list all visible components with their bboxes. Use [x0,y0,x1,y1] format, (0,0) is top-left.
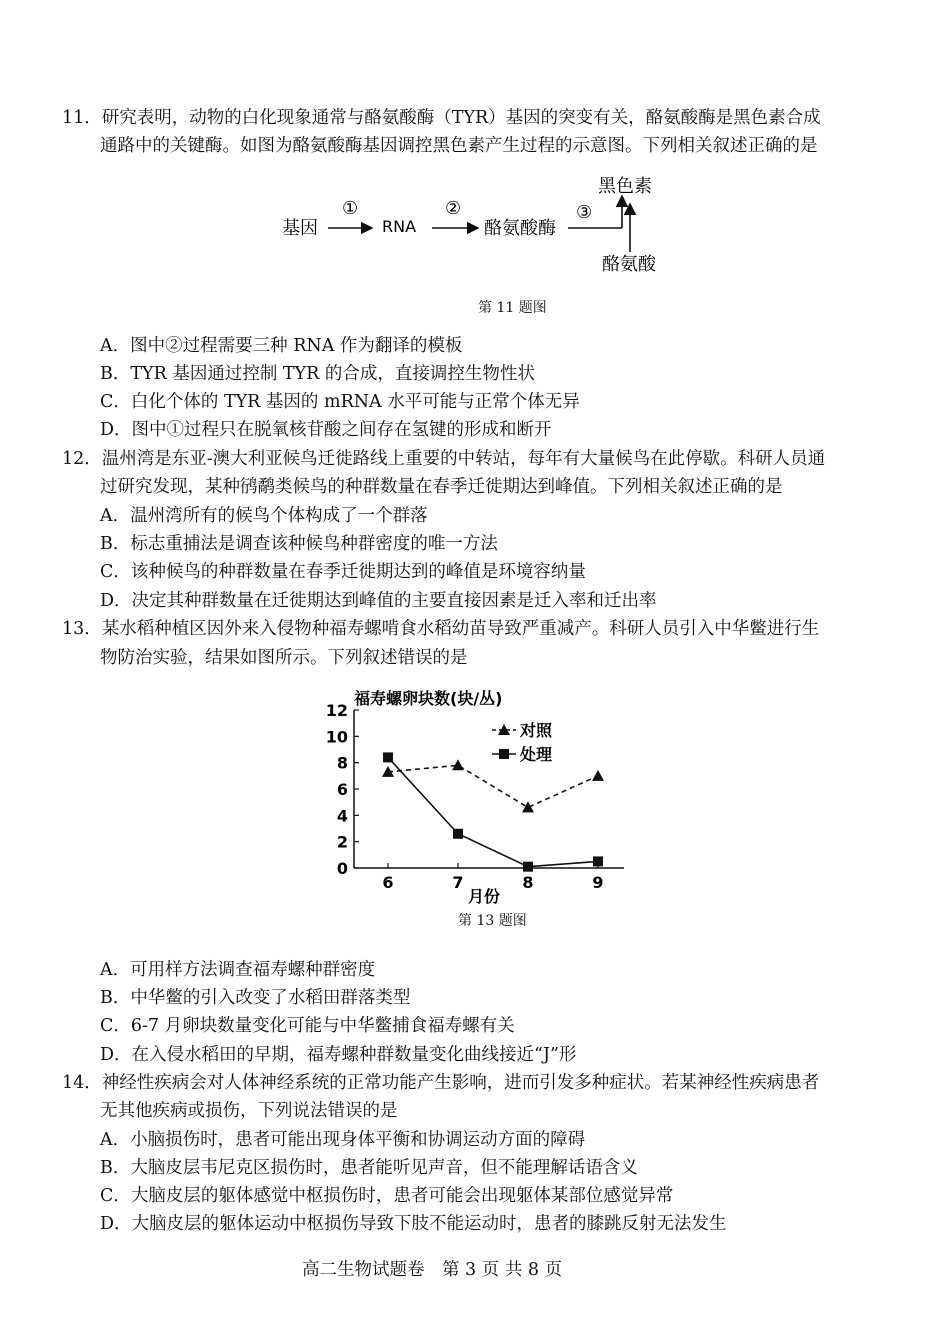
q11-option-d: D．图中①过程只在脱氧核苷酸之间存在氢键的形成和断开 [100,420,552,440]
y-tick-label: 6 [336,780,348,799]
q11-caption: 第 11 题图 [478,300,547,316]
data-point-对照-7 [452,759,464,770]
x-tick-label: 8 [522,873,534,892]
q12-option-c: C．该种候鸟的种群数量在春季迁徙期达到的峰值是环境容纳量 [100,562,586,582]
q11-option-b: B．TYR 基因通过控制 TYR 的合成，直接调控生物性状 [100,364,535,384]
q13-caption: 第 13 题图 [458,913,527,929]
series-line-处理 [388,757,598,866]
q12-stem-line2: 过研究发现，某种鸻鹬类候鸟的种群数量在春季迁徙期达到峰值。下列相关叙述正确的是 [100,477,783,497]
data-point-对照-8 [522,801,534,812]
legend-label-对照: 对照 [520,721,553,740]
step-3-label: ③ [576,202,593,223]
y-tick-label: 4 [336,806,348,826]
q12-option-d: D．决定其种群数量在迁徙期达到峰值的主要直接因素是迁入率和迁出率 [100,591,657,611]
data-point-对照-9 [592,770,604,781]
legend-marker-处理 [499,749,509,759]
legend-label-处理: 处理 [520,745,553,764]
q13-option-c: C．6-7 月卵块数量变化可能与中华鳖捕食福寿螺有关 [100,1016,515,1036]
q11-stem-line2: 通路中的关键酶。如图为酪氨酸酶基因调控黑色素产生过程的示意图。下列相关叙述正确的是 [100,136,818,156]
page-footer: 高二生物试题卷 第 3 页 共 8 页 [302,1260,563,1280]
q12-option-a: A．温州湾所有的候鸟个体构成了一个群落 [100,506,428,526]
q14-option-c: C．大脑皮层的躯体感觉中枢损伤时，患者可能会出现躯体某部位感觉异常 [100,1186,674,1206]
x-axis-label: 月份 [468,887,501,906]
q13-option-d: D．在入侵水稻田的早期，福寿螺种群数量变化曲线接近“J”形 [100,1045,577,1065]
y-tick-label: 10 [325,727,348,747]
q11-pathway-diagram [270,172,690,280]
data-point-处理-9 [593,856,603,866]
q13-stem-line2: 物防治实验，结果如图所示。下列叙述错误的是 [100,648,468,668]
q14-option-b: B．大脑皮层韦尼克区损伤时，患者能听见声音，但不能理解话语含义 [100,1158,638,1178]
y-tick-label: 12 [325,701,348,720]
y-tick-label: 2 [336,832,348,852]
step-2-label: ② [445,198,462,219]
y-tick-label: 0 [336,859,348,878]
chart-series [382,752,604,871]
chart-axes [354,710,624,868]
series-line-对照 [388,765,598,807]
q13-option-a: A．可用样方法调查福寿螺种群密度 [100,960,376,980]
q12-stem-line1: 12．温州湾是东亚-澳大利亚候鸟迁徙路线上重要的中转站，每年有大量候鸟在此停歇。科研人员通 [62,449,826,469]
q11-option-a: A．图中②过程需要三种 RNA 作为翻译的模板 [100,336,463,356]
q12-option-b: B．标志重捕法是调查该种候鸟种群密度的唯一方法 [100,534,498,554]
q11-stem-line1: 11．研究表明，动物的白化现象通常与酪氨酸酶（TYR）基因的突变有关，酪氨酸酶是黑色素合成 [62,108,821,128]
x-tick-label: 7 [452,873,464,892]
data-point-处理-8 [523,862,533,872]
q14-option-a: A．小脑损伤时，患者可能出现身体平衡和协调运动方面的障碍 [100,1130,586,1150]
step-1-label: ① [342,198,359,219]
q14-stem-line2: 无其他疾病或损伤，下列说法错误的是 [100,1101,398,1121]
q13-stem-line1: 13．某水稻种植区因外来入侵物种福寿螺啃食水稻幼苗导致严重减产。科研人员引入中华鳖进行生 [62,619,820,639]
data-point-处理-6 [383,752,393,762]
enzyme-label: 酪氨酸酶 [484,218,556,239]
y-tick-label: 8 [336,753,348,773]
data-point-处理-7 [453,829,463,839]
x-tick-label: 6 [382,873,394,892]
x-tick-label: 9 [592,873,604,892]
q14-stem-line1: 14．神经性疾病会对人体神经系统的正常功能产生影响，进而引发多种症状。若某神经性疾病患者 [62,1073,820,1093]
melanin-label: 黑色素 [598,176,652,197]
q13-option-b: B．中华鳖的引入改变了水稻田群落类型 [100,988,411,1008]
q11-option-c: C．白化个体的 TYR 基因的 mRNA 水平可能与正常个体无异 [100,392,580,412]
rna-label: RNA [382,217,417,236]
chart-legend [492,721,553,764]
gene-label: 基因 [282,218,318,239]
q13-line-chart [320,680,640,910]
q14-option-d: D．大脑皮层的躯体运动中枢损伤导致下肢不能运动时，患者的膝跳反射无法发生 [100,1214,727,1234]
chart-title: 福寿螺卵块数(块/丛) [354,689,503,708]
tyrosine-label: 酪氨酸 [602,254,656,275]
